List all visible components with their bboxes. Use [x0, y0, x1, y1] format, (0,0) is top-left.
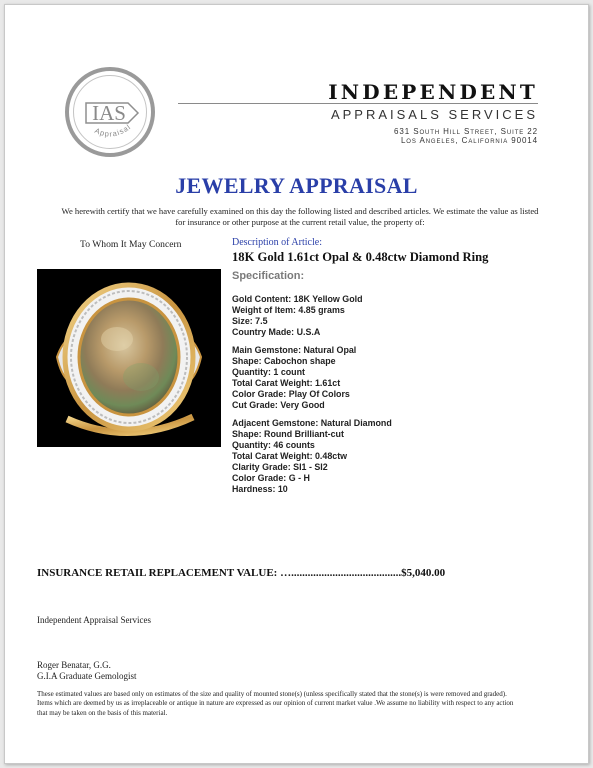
spec-main-color: Color Grade: Play Of Colors: [232, 389, 350, 399]
ias-logo: [64, 66, 156, 158]
document-title: JEWELRY APPRAISAL: [175, 173, 418, 198]
svg-text:IAS: IAS: [92, 101, 126, 125]
spec-adjacent-shape: Shape: Round Brilliant-cut: [232, 429, 344, 439]
svg-text:Appraisal: Appraisal: [93, 122, 133, 139]
spec-main-cut: Cut Grade: Very Good: [232, 400, 325, 410]
spec-adjacent-quantity: Quantity: 46 counts: [232, 440, 315, 450]
spec-main-shape: Shape: Cabochon shape: [232, 356, 336, 366]
address-line-1: 631 South Hill Street, Suite 22: [394, 127, 538, 136]
specification-list: [232, 294, 522, 495]
recipient: To Whom It May Concern: [80, 239, 182, 250]
ring-photo: [37, 269, 221, 447]
spec-adjacent-gemstone: Adjacent Gemstone: Natural Diamond: [232, 418, 392, 428]
spec-adjacent-color: Color Grade: G - H: [232, 473, 310, 483]
spec-country: Country Made: U.S.A: [232, 327, 321, 337]
certification-text: We herewith certify that we have carefully examined on this day the following listed and described articles. We estimate the value as listed for insurance or other purpose at the current retail value, the property of:: [61, 206, 539, 227]
spec-gold-content: Gold Content: 18K Yellow Gold: [232, 294, 363, 304]
disclaimer-text: These estimated values are based only on estimates of the size and quality of mounted stone(s) (unless specifically stated that the stone(s) is were removed and graded). Items which are deemed by us as irreplaceable or antique in nature are expressed as our opinion of current market value .We assume no liability with respect to any action that may be taken on the basis of this material.: [37, 690, 514, 717]
insurance-value-line: INSURANCE RETAIL REPLACEMENT VALUE: …........................................$5,040.00: [37, 567, 446, 579]
spec-size: Size: 7.5: [232, 316, 268, 326]
spec-adjacent-carat: Total Carat Weight: 0.48ctw: [232, 451, 348, 461]
description-label: Description of Article:: [232, 237, 322, 248]
spec-main-carat: Total Carat Weight: 1.61ct: [232, 378, 341, 388]
specification-heading: Specification:: [232, 270, 305, 282]
company-subtitle: APPRAISALS SERVICES: [330, 107, 538, 122]
spec-main-quantity: Quantity: 1 count: [232, 367, 305, 377]
company-name: INDEPENDENT: [328, 80, 538, 104]
spec-adjacent-clarity: Clarity Grade: SI1 - SI2: [232, 462, 328, 472]
spec-adjacent-hardness: Hardness: 10: [232, 484, 288, 494]
signer-name: Roger Benatar, G.G.: [37, 660, 111, 670]
spec-weight: Weight of Item: 4.85 grams: [232, 305, 345, 315]
signer-title: G.I.A Graduate Gemologist: [37, 671, 137, 681]
item-title: 18K Gold 1.61ct Opal & 0.48ctw Diamond Ring: [232, 250, 489, 264]
address-line-2: Los Angeles, California 90014: [400, 136, 538, 145]
footer-company: Independent Appraisal Services: [37, 615, 151, 625]
spec-main-gemstone: Main Gemstone: Natural Opal: [232, 345, 357, 355]
